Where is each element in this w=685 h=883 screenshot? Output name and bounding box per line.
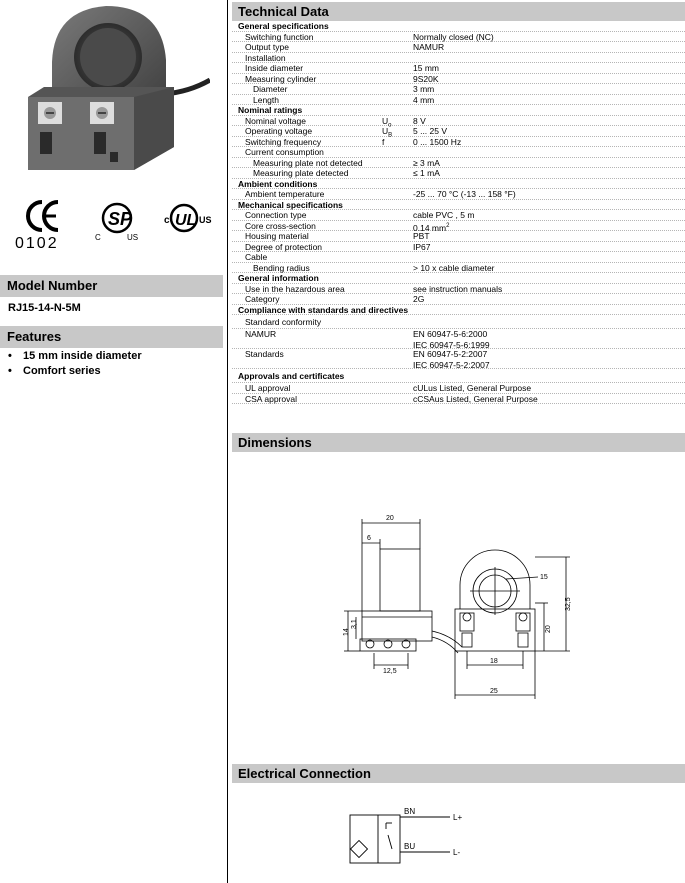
spec-symbol xyxy=(382,221,413,231)
spec-row xyxy=(232,168,685,179)
spec-label: Standards xyxy=(245,349,284,359)
spec-symbol xyxy=(382,210,413,220)
dim-label: 32,5 xyxy=(565,597,572,611)
svg-text:UL: UL xyxy=(175,212,197,229)
spec-symbol xyxy=(382,42,413,52)
spec-value: 0.14 $mm^2$ xyxy=(413,222,450,233)
l-plus-label: L+ xyxy=(453,813,463,822)
dim-label: 12,5 xyxy=(383,668,397,675)
spec-row xyxy=(232,63,685,74)
spec-label: Mechanical specifications xyxy=(238,199,343,210)
spec-value: NAMUR xyxy=(413,42,445,52)
side-view xyxy=(344,519,462,669)
svg-text:C: C xyxy=(95,233,101,242)
spec-row xyxy=(232,221,685,232)
spec-label: Approvals and certificates xyxy=(238,371,345,381)
dim-label: 6 xyxy=(367,535,371,542)
spec-value: > 10 x cable diameter xyxy=(413,262,495,273)
spec-row xyxy=(232,53,685,64)
spec-label: Degree of protection xyxy=(245,241,323,252)
spec-value: 8 V xyxy=(413,115,426,126)
spec-row xyxy=(232,263,685,274)
spec-label: Measuring plate detected xyxy=(253,168,349,178)
spec-row xyxy=(232,284,685,295)
spec-row xyxy=(232,349,685,369)
spec-label: UL approval xyxy=(245,383,291,393)
spec-label: Nominal voltage xyxy=(245,115,306,126)
spec-symbol xyxy=(382,394,413,404)
feature-item: • 15 mm inside diameter xyxy=(8,349,142,364)
spec-label: Switching function xyxy=(245,31,314,42)
spec-row xyxy=(232,126,685,137)
spec-symbol xyxy=(382,32,413,42)
spec-label: Cable xyxy=(245,252,268,262)
spec-label: Measuring cylinder xyxy=(245,73,317,84)
spec-value: cable PVC , 5 m xyxy=(413,210,475,220)
spec-value: 15 mm xyxy=(413,63,439,73)
spec-section-header xyxy=(232,21,685,32)
spec-value xyxy=(413,147,685,157)
technical-data-table xyxy=(232,21,685,404)
spec-row xyxy=(232,394,685,405)
svg-text:c: c xyxy=(164,215,170,226)
spec-label: Installation xyxy=(245,52,286,63)
spec-label: Diameter xyxy=(253,84,288,94)
spec-value: 2G xyxy=(413,294,425,304)
svg-text:SP: SP xyxy=(108,209,133,229)
spec-value: -25 ... 70 °C (-13 ... 158 °F) xyxy=(413,189,516,199)
dim-label: 15 xyxy=(540,574,548,581)
product-photo xyxy=(14,2,210,180)
feature-item: • Comfort series xyxy=(8,364,142,379)
left-column xyxy=(0,0,224,883)
svg-text:US: US xyxy=(127,233,139,242)
dim-label: 14 xyxy=(343,628,350,636)
spec-value: EN 60947-5-2:2007 IEC 60947-5-2:2007 xyxy=(413,349,490,370)
spec-symbol xyxy=(382,383,413,393)
spec-row xyxy=(232,84,685,95)
spec-label: Ambient conditions xyxy=(238,178,318,189)
spec-label: Operating voltage xyxy=(245,126,313,136)
spec-label: Bending radius xyxy=(253,262,310,273)
spec-row xyxy=(232,315,685,329)
spec-value xyxy=(413,252,685,262)
ce-mark-icon xyxy=(28,202,58,230)
spec-label: Housing material xyxy=(245,231,309,241)
spec-row xyxy=(232,189,685,200)
spec-row xyxy=(232,383,685,394)
spec-row xyxy=(232,137,685,148)
spec-section-header xyxy=(232,273,685,284)
spec-symbol: $U_o$ xyxy=(382,115,392,129)
spec-label: Output type xyxy=(245,42,289,52)
spec-label: Measuring plate not detected xyxy=(253,157,363,168)
bu-wire-label: BU xyxy=(404,842,416,851)
spec-label: Current consumption xyxy=(245,147,324,157)
spec-value: Normally closed (NC) xyxy=(413,31,494,42)
ul-mark-icon xyxy=(164,205,212,231)
dimensions-header: Dimensions xyxy=(232,433,685,452)
model-number-value: RJ15-14-N-5M xyxy=(8,302,81,314)
spec-label: Connection type xyxy=(245,210,307,220)
spec-symbol xyxy=(382,242,413,252)
spec-row xyxy=(232,242,685,253)
spec-label: Length xyxy=(253,94,279,105)
features-list xyxy=(8,349,142,379)
spec-symbol xyxy=(382,168,413,178)
spec-symbol xyxy=(382,349,413,368)
spec-value: cCSAus Listed, General Purpose xyxy=(413,393,538,404)
spec-value: 0 ... 1500 Hz xyxy=(413,136,462,147)
spec-value: EN 60947-5-6:2000 IEC 60947-5-6:1999 xyxy=(413,329,490,350)
spec-section-header xyxy=(232,369,685,383)
spec-label: General information xyxy=(238,273,319,283)
spec-value: 9S20K xyxy=(413,73,439,84)
spec-value: ≤ 1 mA xyxy=(413,168,440,178)
spec-value: 5 ... 25 V xyxy=(413,126,448,136)
model-number-header: Model Number xyxy=(0,275,223,297)
spec-label: General specifications xyxy=(238,21,329,31)
spec-symbol xyxy=(382,53,413,63)
spec-symbol xyxy=(382,74,413,84)
dim-label: 20 xyxy=(545,625,552,633)
spec-value: IP67 xyxy=(413,241,431,252)
dim-label: 25 xyxy=(490,688,498,695)
spec-label: Use in the hazardous area xyxy=(245,283,345,294)
spec-value: ≥ 3 mA xyxy=(413,157,440,168)
dim-label: 18 xyxy=(490,658,498,665)
spec-row xyxy=(232,294,685,305)
spec-value xyxy=(413,315,685,328)
spec-symbol xyxy=(382,158,413,168)
spec-symbol xyxy=(382,84,413,94)
spec-value: PBT xyxy=(413,231,430,241)
spec-value: 4 mm xyxy=(413,94,435,105)
spec-symbol xyxy=(382,315,413,328)
spec-label: Category xyxy=(245,294,280,304)
spec-symbol xyxy=(382,147,413,157)
spec-row xyxy=(232,95,685,106)
dimensions-drawing xyxy=(340,505,590,705)
certification-logos xyxy=(10,196,220,252)
spec-section-header xyxy=(232,179,685,190)
spec-value: see instruction manuals xyxy=(413,283,503,294)
spec-row xyxy=(232,329,685,349)
spec-row xyxy=(232,158,685,169)
spec-symbol xyxy=(382,189,413,199)
spec-row xyxy=(232,74,685,85)
spec-label: Standard conformity xyxy=(245,317,322,327)
spec-row xyxy=(232,32,685,43)
spec-symbol xyxy=(382,95,413,105)
electrical-connection-header: Electrical Connection xyxy=(232,764,685,783)
spec-label: Core cross-section xyxy=(245,220,316,231)
spec-row xyxy=(232,252,685,263)
bn-wire-label: BN xyxy=(404,807,416,816)
column-divider xyxy=(227,0,228,883)
spec-row xyxy=(232,116,685,127)
electrical-diagram xyxy=(340,805,480,865)
spec-symbol xyxy=(382,284,413,294)
svg-text:US: US xyxy=(199,215,212,225)
features-header: Features xyxy=(0,326,223,348)
spec-label: Inside diameter xyxy=(245,63,304,73)
spec-label: Ambient temperature xyxy=(245,189,325,199)
spec-symbol xyxy=(382,231,413,241)
ce-number: 0102 xyxy=(15,235,59,252)
spec-label: Compliance with standards and directives xyxy=(238,304,409,315)
l-minus-label: L- xyxy=(453,848,461,857)
spec-symbol xyxy=(382,294,413,304)
spec-symbol xyxy=(382,329,413,348)
spec-symbol xyxy=(382,252,413,262)
spec-label: CSA approval xyxy=(245,393,297,404)
dim-label: 20 xyxy=(386,515,394,522)
spec-symbol: $U_B$ xyxy=(382,126,393,139)
csa-mark-icon xyxy=(95,204,138,242)
spec-row xyxy=(232,210,685,221)
spec-value: cULus Listed, General Purpose xyxy=(413,383,532,393)
spec-symbol: f xyxy=(382,136,385,147)
spec-section-header xyxy=(232,105,685,116)
spec-symbol xyxy=(382,63,413,73)
spec-row xyxy=(232,42,685,53)
spec-row xyxy=(232,231,685,242)
spec-label: NAMUR xyxy=(245,329,277,339)
spec-symbol xyxy=(382,263,413,273)
dim-label: 3,1 xyxy=(351,619,358,629)
spec-value: 3 mm xyxy=(413,84,435,94)
spec-section-header xyxy=(232,200,685,211)
technical-data-header: Technical Data xyxy=(232,2,685,21)
spec-label: Switching frequency xyxy=(245,136,322,147)
front-view xyxy=(455,550,570,699)
spec-label: Nominal ratings xyxy=(238,105,303,115)
spec-value xyxy=(413,53,685,63)
spec-section-header xyxy=(232,305,685,316)
spec-row xyxy=(232,147,685,158)
